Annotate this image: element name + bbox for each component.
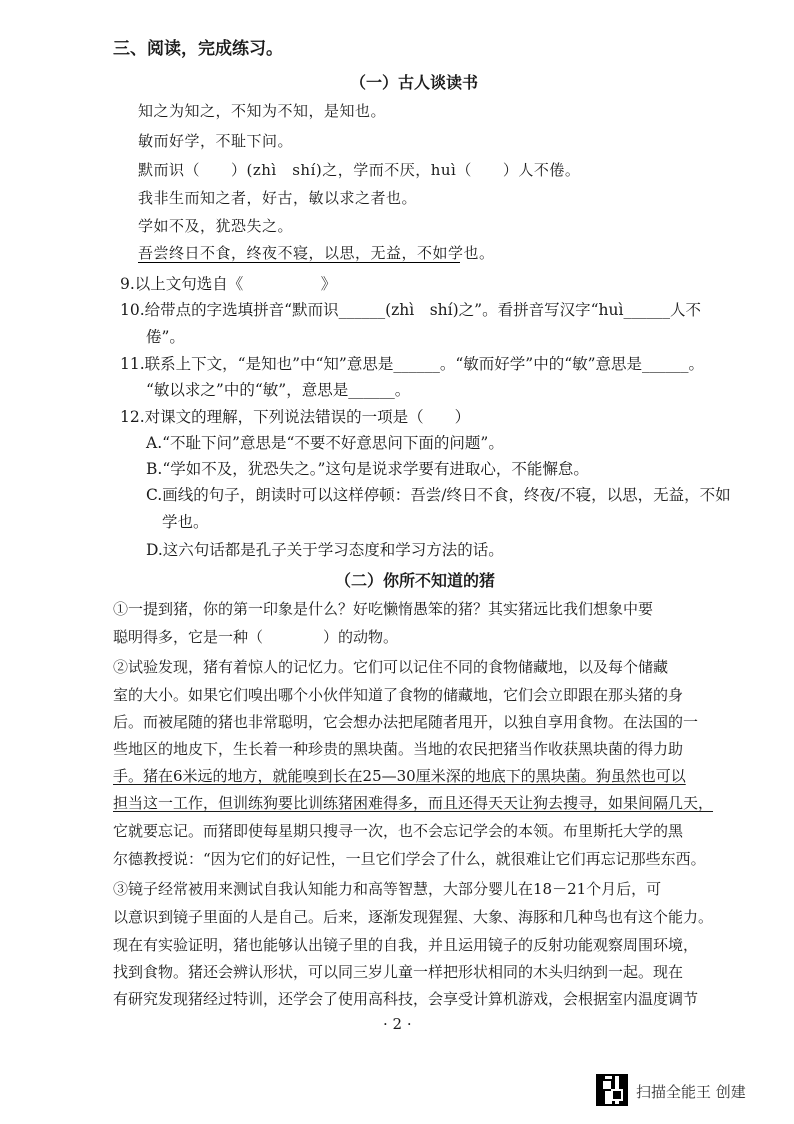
qr-code-icon [596, 1074, 628, 1106]
para-line: ②试验发现，猪有着惊人的记忆力。它们可以记住不同的食物储藏地，以及每个储藏 [113, 658, 669, 676]
option-c-cont: 学也。 [162, 513, 209, 531]
question-10: 10.给带点的字选填拼音“默而识______(zhì shí)之”。看拼音写汉字“huì______人不 [120, 301, 701, 319]
poem-line: 默而识（ ）(zhì shí)之，学而不厌，huì（ ）人不倦。 [138, 161, 581, 179]
section-title: 三、阅读，完成练习。 [113, 39, 283, 59]
question-12: 12.对课文的理解，下列说法错误的一项是（ ） [120, 408, 471, 426]
passage2-title: （二）你所不知道的猪 [335, 571, 496, 590]
para-line: 后。而被尾随的猪也非常聪明，它会想办法把尾随者甩开，以独自享用食物。在法国的一 [113, 713, 699, 731]
passage1-title: （一）古人谈读书 [350, 73, 479, 92]
scanner-watermark: 扫描全能王 创建 [636, 1083, 746, 1101]
poem-line: 学如不及，犹恐失之。 [138, 217, 294, 235]
option-d: D.这六句话都是孔子关于学习态度和学习方法的话。 [146, 541, 504, 559]
question-11: 11.联系上下文，“是知也”中“知”意思是______。“敏而好学”中的“敏”意思是______。 [120, 355, 705, 373]
para-line: ③镜子经常被用来测试自我认知能力和高等智慧，大部分婴儿在18－21个月后，可 [113, 880, 662, 898]
underline-rule [138, 262, 460, 263]
para-line: 室的大小。如果它们嗅出哪个小伙伴知道了食物的储藏地，它们会立即跟在那头猪的身 [113, 686, 684, 704]
question-9: 9.以上文句选自《 》 [120, 275, 337, 293]
para-line: 有研究发现猪经过特训，还学会了使用高科技，会享受计算机游戏，会根据室内温度调节 [113, 990, 699, 1008]
para-line: ①一提到猪，你的第一印象是什么？好吃懒惰愚笨的猪？其实猪远比我们想象中要 [113, 600, 654, 618]
option-b: B.“学如不及，犹恐失之。”这句是说求学要有进取心，不能懈怠。 [146, 460, 589, 478]
poem-line: 我非生而知之者，好古，敏以求之者也。 [138, 189, 418, 207]
para-line: 些地区的地皮下，生长着一种珍贵的黑块菌。当地的农民把猪当作收获黑块菌的得力助 [113, 740, 684, 758]
para-line-underlined: 手。猪在6米远的地方，就能嗅到长在25—30厘米深的地底下的黑块菌。狗虽然也可以 [113, 767, 686, 785]
option-c: C.画线的句子，朗读时可以这样停顿：吾尝/终日不食，终夜/不寝，以思，无益，不如 [146, 486, 731, 504]
para-line: 聪明得多，它是一种（ ）的动物。 [113, 628, 399, 646]
para-line: 尔德教授说：“因为它们的好记性，一旦它们学会了什么，就很难让它们再忘记那些东西。 [113, 850, 706, 868]
para-line: 它就要忘记。而猪即使每星期只搜寻一次，也不会忘记学会的本领。布里斯托大学的黑 [113, 822, 684, 840]
page-number: · 2 · [383, 1015, 412, 1033]
para-line-underlined: 担当这一工作，但训练狗要比训练猪困难得多，而且还得天天让狗去搜寻，如果间隔几天， [113, 794, 714, 812]
question-11-cont: “敏以求之”中的“敏”，意思是______。 [146, 381, 411, 399]
poem-line-underlined: 吾尝终日不食，终夜不寝，以思，无益，不如学也。 [138, 244, 495, 262]
question-10-cont: 倦”。 [146, 328, 185, 346]
poem-line: 知之为知之，不知为不知，是知也。 [138, 102, 387, 120]
poem-line: 敏而好学，不耻下问。 [138, 132, 294, 150]
para-line: 找到食物。猪还会辨认形状，可以同三岁儿童一样把形状相同的木头归纳到一起。现在 [113, 963, 684, 981]
para-line: 现在有实验证明，猪也能够认出镜子里的自我，并且运用镜子的反射功能观察周围环境， [113, 936, 699, 954]
option-a: A.“不耻下问”意思是“不要不好意思问下面的问题”。 [146, 434, 504, 452]
para-line: 以意识到镜子里面的人是自己。后来，逐渐发现猩猩、大象、海豚和几种鸟也有这个能力。 [113, 908, 714, 926]
